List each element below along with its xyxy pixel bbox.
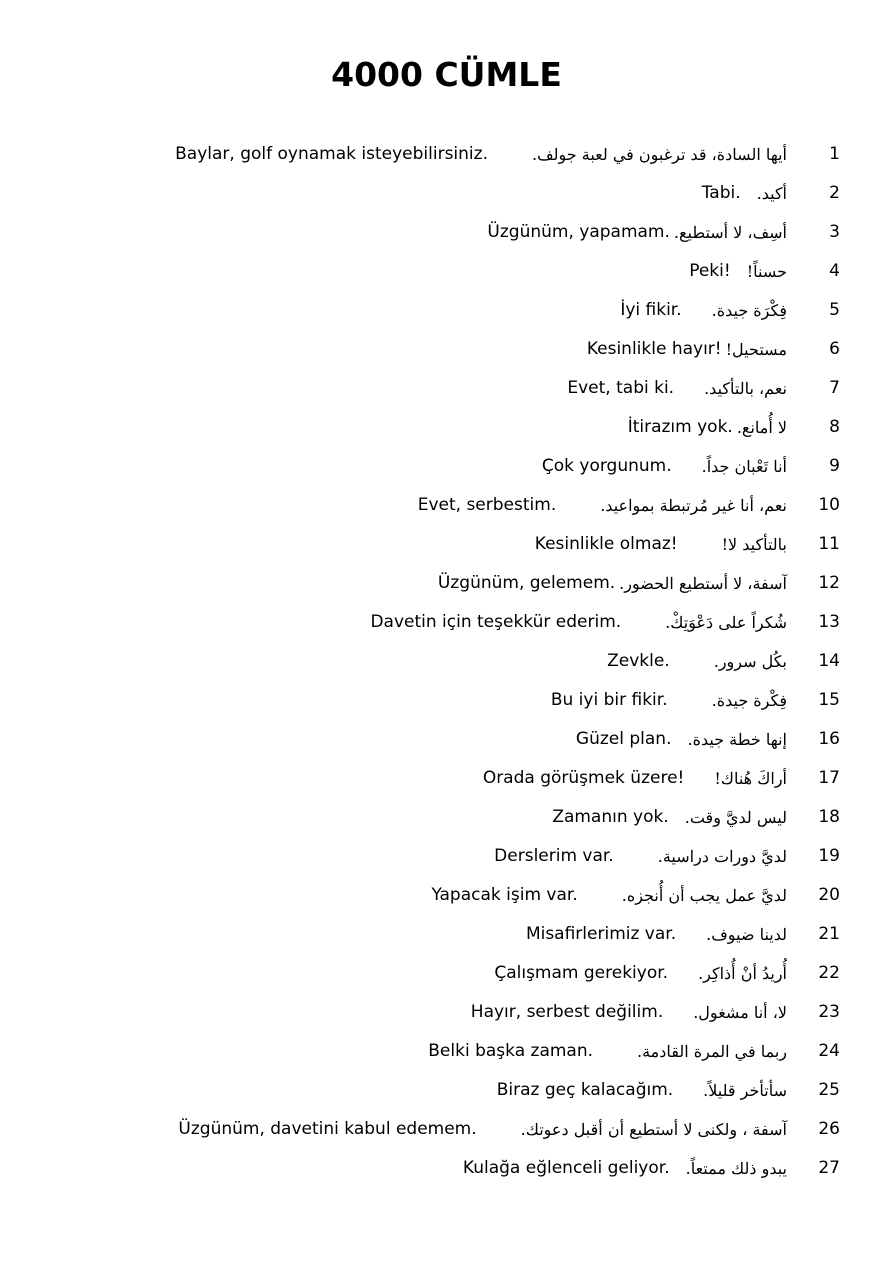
row-number: 2 (829, 183, 840, 203)
sentence-pair (551, 681, 787, 720)
row-number: 13 (818, 612, 840, 632)
sentence-pair (628, 408, 787, 447)
turkish-sentence: Üzgünüm, yapamam. (487, 222, 670, 242)
row-number: 19 (818, 846, 840, 866)
sentence-row (0, 369, 893, 408)
row-number: 3 (829, 222, 840, 242)
row-number: 6 (829, 339, 840, 359)
sentence-pair (620, 291, 787, 330)
arabic-sentence: نعم، بالتأكيد. (704, 379, 787, 398)
sentence-row (0, 213, 893, 252)
arabic-sentence: أنا تَعْبان جداً. (701, 457, 787, 476)
arabic-sentence: يبدو ذلك ممتعاً. (685, 1159, 787, 1178)
sentence-pair (487, 213, 787, 252)
row-number: 14 (818, 651, 840, 671)
turkish-sentence: Belki başka zaman. (428, 1041, 594, 1061)
sentence-pair (576, 720, 787, 759)
row-number: 16 (818, 729, 840, 749)
arabic-sentence: نعم، أنا غير مُرتبطة بمواعيد. (600, 496, 787, 515)
row-number: 12 (818, 573, 840, 593)
turkish-sentence: Misafirlerimiz var. (525, 924, 677, 944)
turkish-sentence: Zamanın yok. (552, 807, 669, 827)
sentence-row (0, 486, 893, 525)
row-number: 9 (829, 456, 840, 476)
sentence-pair (607, 642, 787, 681)
turkish-sentence: Tabi. (701, 183, 741, 203)
sentence-row (0, 135, 893, 174)
sentence-row (0, 720, 893, 759)
arabic-sentence: أيها السادة، قد ترغبون في لعبة جولف. (531, 145, 787, 164)
sentence-row (0, 876, 893, 915)
arabic-sentence: مستحيل! (725, 340, 787, 359)
arabic-sentence: بالتأكيد لا! (721, 535, 787, 554)
sentence-row (0, 759, 893, 798)
row-number: 22 (818, 963, 840, 983)
turkish-sentence: Evet, tabi ki. (567, 378, 675, 398)
sentence-pair (567, 369, 787, 408)
row-number: 15 (818, 690, 840, 710)
sentence-pair (689, 252, 787, 291)
arabic-sentence: سأتأخر قليلاً. (703, 1081, 787, 1100)
arabic-sentence: إنها خطة جيدة. (687, 730, 787, 749)
row-number: 1 (829, 144, 840, 164)
arabic-sentence: حسناً! (746, 262, 787, 281)
sentence-row (0, 1110, 893, 1149)
sentence-pair (702, 174, 787, 213)
turkish-sentence: Derslerim var. (494, 846, 614, 866)
row-number: 5 (829, 300, 840, 320)
sentence-pair (438, 564, 787, 603)
turkish-sentence: Zevkle. (607, 651, 670, 671)
turkish-sentence: Davetin için teşekkür ederim. (370, 612, 622, 632)
sentence-pair (494, 954, 787, 993)
turkish-sentence: Baylar, golf oynamak isteyebilirsiniz. (175, 144, 488, 164)
sentence-row (0, 408, 893, 447)
turkish-sentence: Peki! (689, 261, 731, 281)
row-number: 27 (818, 1158, 840, 1178)
arabic-sentence: لدينا ضيوف. (706, 925, 787, 944)
arabic-sentence: آسفة، لا أستطيع الحضور. (619, 574, 787, 593)
sentence-pair (175, 135, 787, 174)
sentence-row (0, 837, 893, 876)
arabic-sentence: شُكراً على دَعْوَتِكْ. (665, 613, 787, 632)
sentence-pair (471, 993, 787, 1032)
page-title: 4000 CÜMLE (331, 55, 562, 94)
sentence-pair (431, 876, 787, 915)
arabic-sentence: فِكْرَة جيدة. (711, 301, 787, 320)
arabic-sentence: بكُل سرور. (713, 652, 787, 671)
sentence-row (0, 681, 893, 720)
row-number: 10 (818, 495, 840, 515)
arabic-sentence: أُريدُ أنْ أُذاكِر. (698, 964, 787, 983)
row-number: 25 (818, 1080, 840, 1100)
sentence-pair (463, 1149, 787, 1188)
arabic-sentence: أسِف، لا أستطيع. (673, 223, 787, 242)
turkish-sentence: Çok yorgunum. (541, 456, 672, 476)
turkish-sentence: Çalışmam gerekiyor. (494, 963, 669, 983)
sentence-pair (483, 759, 787, 798)
sentence-pair (552, 798, 787, 837)
row-number: 17 (818, 768, 840, 788)
arabic-sentence: ربما في المرة القادمة. (637, 1042, 787, 1061)
row-number: 21 (818, 924, 840, 944)
sentence-pair (494, 837, 787, 876)
sentence-row (0, 954, 893, 993)
sentence-pair (542, 447, 787, 486)
sentence-pair (418, 486, 787, 525)
row-number: 23 (818, 1002, 840, 1022)
turkish-sentence: Orada görüşmek üzere! (482, 768, 685, 788)
turkish-sentence: İyi fikir. (620, 300, 682, 320)
sentence-pair (526, 915, 787, 954)
sentence-row (0, 291, 893, 330)
sentence-row (0, 642, 893, 681)
row-number: 11 (818, 534, 840, 554)
sentence-row (0, 174, 893, 213)
arabic-sentence: لا أُمانع. (736, 418, 787, 437)
sentence-row (0, 798, 893, 837)
sentence-row (0, 993, 893, 1032)
turkish-sentence: Yapacak işim var. (431, 885, 578, 905)
sentence-row (0, 603, 893, 642)
arabic-sentence: ليس لديَّ وقت. (684, 808, 787, 827)
arabic-sentence: فِكْرة جيدة. (711, 691, 787, 710)
sentence-pair (178, 1110, 787, 1149)
turkish-sentence: Biraz geç kalacağım. (496, 1080, 674, 1100)
turkish-sentence: Kesinlikle olmaz! (534, 534, 678, 554)
sentence-row (0, 447, 893, 486)
sentence-pair (497, 1071, 787, 1110)
sentence-row (0, 1032, 893, 1071)
turkish-sentence: Kulağa eğlenceli geliyor. (462, 1158, 670, 1178)
sentence-row (0, 525, 893, 564)
arabic-sentence: لديَّ دورات دراسية. (657, 847, 787, 866)
turkish-sentence: Bu iyi bir fikir. (550, 690, 668, 710)
row-number: 20 (818, 885, 840, 905)
sentence-pair (428, 1032, 787, 1071)
arabic-sentence: لا، أنا مشغول. (693, 1003, 787, 1022)
turkish-sentence: Kesinlikle hayır! (586, 339, 722, 359)
row-number: 24 (818, 1041, 840, 1061)
turkish-sentence: İtirazım yok. (627, 417, 733, 437)
arabic-sentence: آسفة ، ولكنى لا أستطيع أن أقبل دعوتك. (520, 1120, 787, 1139)
turkish-sentence: Hayır, serbest değilim. (470, 1002, 664, 1022)
sentence-row (0, 252, 893, 291)
row-number: 7 (829, 378, 840, 398)
sentence-row (0, 330, 893, 369)
sentence-pair (535, 525, 787, 564)
turkish-sentence: Üzgünüm, davetini kabul edemem. (178, 1119, 477, 1139)
row-number: 26 (818, 1119, 840, 1139)
turkish-sentence: Üzgünüm, gelemem. (437, 573, 616, 593)
sentence-pair (370, 603, 787, 642)
turkish-sentence: Evet, serbestim. (417, 495, 557, 515)
sentence-row (0, 1071, 893, 1110)
sentence-pair (587, 330, 787, 369)
sentence-row (0, 564, 893, 603)
sentence-row (0, 1149, 893, 1188)
turkish-sentence: Güzel plan. (575, 729, 672, 749)
arabic-sentence: أكيد. (756, 184, 787, 203)
arabic-sentence: لديَّ عمل يجب أن أُنجزه. (621, 886, 787, 905)
row-number: 8 (829, 417, 840, 437)
row-number: 4 (829, 261, 840, 281)
arabic-sentence: أراكَ هُناك! (714, 769, 787, 788)
row-number: 18 (818, 807, 840, 827)
sentence-list (0, 135, 893, 1188)
sentence-row (0, 915, 893, 954)
